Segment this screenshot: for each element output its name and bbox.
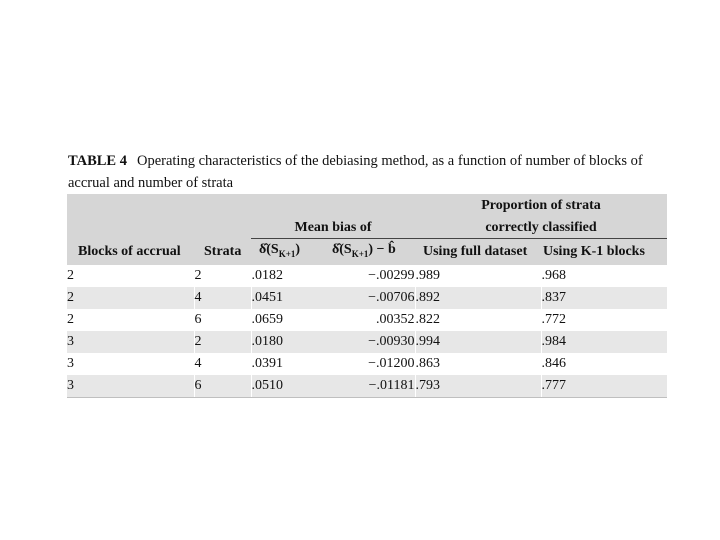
col-header-k1-blocks: Using K-1 blocks xyxy=(541,239,667,265)
table-caption xyxy=(68,150,668,194)
cell-full: .892 xyxy=(415,287,541,309)
cell-blocks: 2 xyxy=(67,287,194,309)
cell-delta-minus-b: −.00706 xyxy=(318,287,415,309)
col-header-full-dataset: Using full dataset xyxy=(415,239,541,265)
mean-bias-header: Mean bias of xyxy=(251,216,415,239)
table-row xyxy=(67,353,667,375)
cell-delta-minus-b: −.01181 xyxy=(318,375,415,398)
cell-k1: .837 xyxy=(541,287,667,309)
cell-delta-minus-b: −.01200 xyxy=(368,355,415,371)
cell-full: .989 xyxy=(415,265,541,287)
cell-strata: 6 xyxy=(194,309,251,331)
cell-blocks: 3 xyxy=(67,375,194,398)
cell-delta-minus-b: −.00930 xyxy=(318,331,415,353)
cell-blocks: 2 xyxy=(67,267,74,283)
cell-full: .822 xyxy=(415,309,541,331)
cell-strata: 4 xyxy=(194,353,251,375)
cell-strata: 2 xyxy=(194,331,251,353)
cell-delta: .0659 xyxy=(251,309,318,331)
cell-delta: .0182 xyxy=(251,265,318,287)
col-header-delta-minus-b: $\deltâ(S_{K+1})$ − b̂ xyxy=(318,239,415,265)
cell-delta-minus-b: .00352 xyxy=(376,311,415,327)
cell-delta: .0510 xyxy=(251,375,318,398)
cell-k1: .846 xyxy=(541,353,667,375)
cell-k1: .984 xyxy=(541,331,667,353)
table-row xyxy=(67,309,667,331)
table-header xyxy=(67,194,667,265)
cell-delta: .0451 xyxy=(251,287,318,309)
results-table xyxy=(67,194,667,398)
table-row xyxy=(67,375,667,398)
cell-strata: 4 xyxy=(194,287,251,309)
col-header-blocks: Blocks of accrual xyxy=(67,239,194,265)
cell-delta: .0180 xyxy=(251,331,318,353)
cell-blocks: 3 xyxy=(67,331,194,353)
cell-strata: 2 xyxy=(194,265,251,287)
table-row xyxy=(67,265,667,287)
cell-delta-minus-b: −.00299 xyxy=(368,267,415,283)
proportion-header-line2: correctly classified xyxy=(415,216,667,239)
col-header-strata: Strata xyxy=(194,239,251,265)
caption-text: Operating characteristics of the debiasing method, as a function of number of blocks of accrual and number of strata xyxy=(68,153,643,191)
cell-full: .793 xyxy=(415,375,541,398)
cell-k1: .777 xyxy=(541,375,667,398)
cell-full: .863 xyxy=(415,353,541,375)
col-header-delta-hat: $\deltâ(S_{K+1})$ xyxy=(251,239,318,265)
table-row xyxy=(67,287,667,309)
cell-k1: .968 xyxy=(541,265,667,287)
cell-blocks: 2 xyxy=(67,311,74,327)
cell-k1: .772 xyxy=(541,309,667,331)
cell-blocks: 3 xyxy=(67,355,74,371)
cell-strata: 6 xyxy=(194,375,251,398)
table-label: TABLE 4 xyxy=(68,153,127,169)
proportion-header-line1: Proportion of strata xyxy=(415,194,667,216)
table-row xyxy=(67,331,667,353)
cell-delta: .0391 xyxy=(251,353,318,375)
cell-full: .994 xyxy=(415,331,541,353)
